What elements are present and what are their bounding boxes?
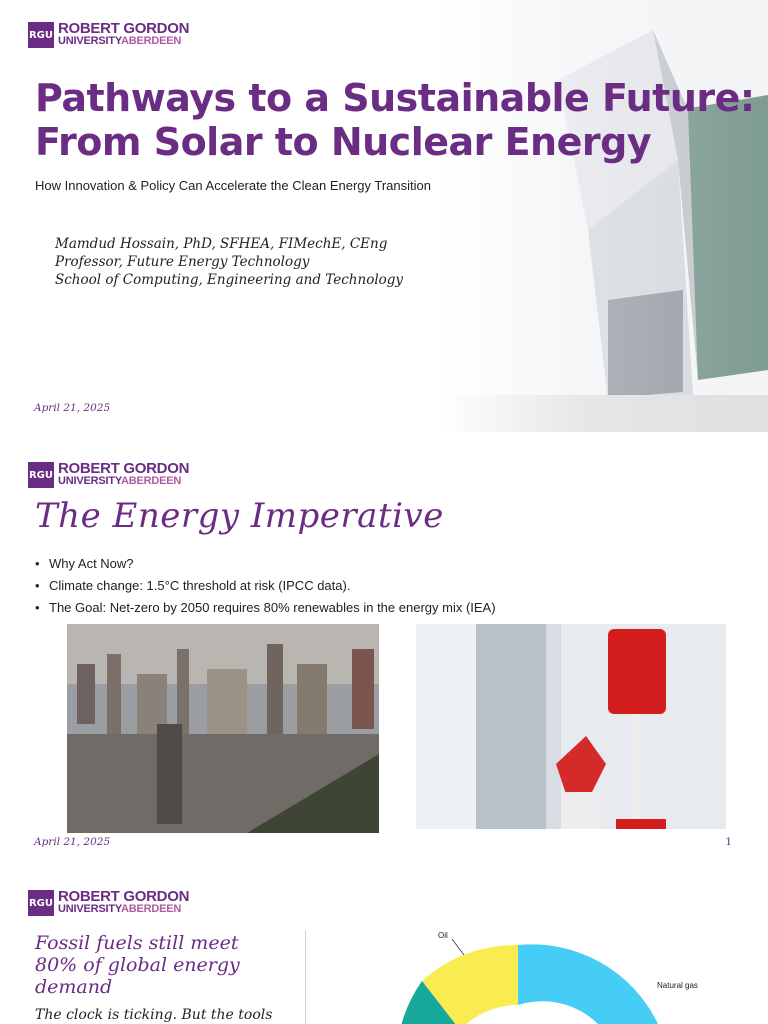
slide2-date: April 21, 2025: [34, 836, 111, 848]
author-block: [55, 235, 403, 289]
slide1-subtitle: How Innovation & Policy Can Accelerate the Clean Energy Transition: [35, 178, 431, 193]
author-role: Professor, Future Energy Technology: [55, 254, 310, 270]
slide1-date: April 21, 2025: [34, 402, 111, 414]
logo-line1: ROBERT GORDON: [58, 460, 190, 477]
label-line-oil: [452, 939, 464, 955]
slide1-title-line1: Pathways to a Sustainable Future:: [35, 76, 755, 120]
building-photo: [438, 0, 768, 432]
slide1-title-line2: From Solar to Nuclear Energy: [35, 120, 652, 164]
logo-line2a: UNIVERSITY: [58, 35, 122, 47]
rgu-logo: [28, 890, 189, 916]
logo-line2a: UNIVERSITY: [58, 903, 122, 915]
divider: [305, 930, 306, 1024]
tower-photo: [416, 624, 726, 829]
slide1-title: [35, 76, 755, 164]
slide2-title: The Energy Imperative: [35, 496, 444, 536]
bullet-item: • The Goal: Net-zero by 2050 requires 80% renewables in the energy mix (IEA): [35, 597, 496, 619]
label-oil: Oil: [438, 931, 448, 940]
slide3-title: Fossil fuels still meet 80% of global energy demand: [35, 932, 240, 998]
rgu-logo: [28, 462, 189, 488]
bullet-item: • Climate change: 1.5°C threshold at risk (IPCC data).: [35, 575, 496, 597]
slide2-page-number: 1: [725, 836, 732, 848]
rgu-logo: [28, 22, 189, 48]
rgu-logo-mark: RGU: [28, 890, 54, 916]
logo-line2b: ABERDEEN: [121, 475, 182, 487]
label-gas: Natural gas: [657, 981, 698, 990]
logo-line1: ROBERT GORDON: [58, 888, 190, 905]
author-name: Mamdud Hossain, PhD, SFHEA, FIMechE, CEng: [55, 236, 388, 252]
city-photo: [67, 624, 379, 833]
rgu-logo-mark: RGU: [28, 22, 54, 48]
slide3-body: The clock is ticking. But the tools: [35, 1007, 273, 1023]
logo-line2b: ABERDEEN: [121, 35, 182, 47]
donut-segment-gas: [518, 944, 658, 1024]
energy-donut-chart: [360, 925, 740, 1024]
logo-line2b: ABERDEEN: [121, 903, 182, 915]
slide2-bullets: [35, 553, 496, 619]
author-school: School of Computing, Engineering and Technology: [55, 272, 404, 288]
logo-line2a: UNIVERSITY: [58, 475, 122, 487]
rgu-logo-mark: RGU: [28, 462, 54, 488]
bullet-item: • Why Act Now?: [35, 553, 496, 575]
title-slide: [0, 0, 768, 432]
logo-line1: ROBERT GORDON: [58, 20, 190, 37]
